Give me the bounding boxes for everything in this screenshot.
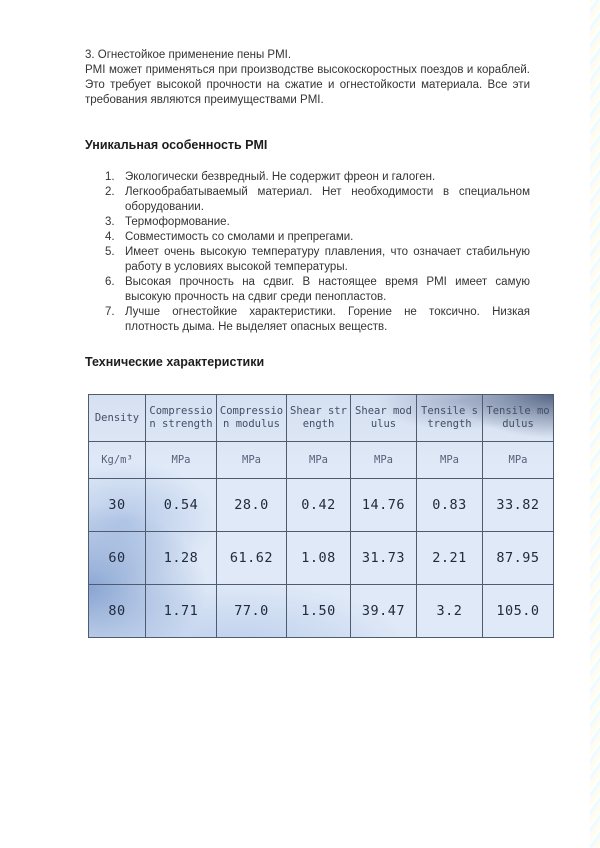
data-cell: 39.47 [351,585,417,638]
list-item-text: Совместимость со смолами и препрегами. [125,231,354,243]
specs-heading: Технические характеристики [85,355,265,369]
data-cell: 33.82 [483,479,554,532]
list-item-number: 4. [105,231,115,243]
list-item-text: Легкообрабатываемый материал. Нет необходимости в специальном оборудовании. [125,186,530,213]
data-cell: 0.42 [287,479,351,532]
specs-table [88,394,554,638]
list-item [85,215,530,230]
intro-title-line: 3. Огнестойкое применение пены PMI. [85,49,292,61]
list-item-number: 6. [105,276,115,288]
data-cell: 1.71 [146,585,217,638]
features-list [85,170,530,335]
unit-cell: MPa [146,442,217,479]
data-cell: 31.73 [351,532,417,585]
data-cell: 77.0 [217,585,287,638]
data-cell: 30 [89,479,146,532]
list-item-text: Имеет очень высокую температуру плавления, что означает стабильную работу в условиях высокой температуры. [125,246,530,273]
data-cell: 28.0 [217,479,287,532]
list-item-text: Экологически безвредный. Не содержит фреон и галоген. [125,171,436,183]
column-header: Shear modulus [351,395,417,442]
table-row [89,585,554,638]
column-header: Tensile modulus [483,395,554,442]
list-item [85,185,530,215]
features-heading: Уникальная особенность PMI [85,138,268,152]
table-row [89,532,554,585]
unit-cell: MPa [217,442,287,479]
table-unit-row [89,442,554,479]
unit-cell: Kg/m³ [89,442,146,479]
list-item-text: Термоформование. [125,216,230,228]
list-item [85,275,530,305]
data-cell: 87.95 [483,532,554,585]
column-header: Density [89,395,146,442]
column-header: Compression strength [146,395,217,442]
unit-cell: MPa [287,442,351,479]
data-cell: 60 [89,532,146,585]
list-item-number: 5. [105,246,115,258]
data-cell: 0.83 [417,479,483,532]
list-item [85,170,530,185]
page-edge-gradient [590,0,600,848]
column-header: Compression modulus [217,395,287,442]
list-item-number: 7. [105,306,115,318]
list-item [85,245,530,275]
intro-paragraph: PMI может применяться при производстве высокоскоростных поездов и кораблей. Это требует высокой прочности на сжатие и огнестойкости материала. Все эти требования являются преимуществами PMI. [85,64,530,106]
list-item-text: Высокая прочность на сдвиг. В настоящее время PMI имеет самую высокую прочность на сдвиг среди пенопластов. [125,276,530,303]
data-cell: 1.28 [146,532,217,585]
list-item [85,230,530,245]
list-item-number: 3. [105,216,115,228]
unit-cell: MPa [483,442,554,479]
data-cell: 105.0 [483,585,554,638]
list-item-text: Лучше огнестойкие характеристики. Горение не токсично. Низкая плотность дыма. Не выделяет опасных веществ. [125,306,530,333]
data-cell: 2.21 [417,532,483,585]
specs-table-background [88,394,553,638]
table-row [89,479,554,532]
data-cell: 3.2 [417,585,483,638]
data-cell: 0.54 [146,479,217,532]
column-header: Tensile strength [417,395,483,442]
data-cell: 14.76 [351,479,417,532]
document-content [85,48,550,638]
list-item-number: 2. [105,186,115,198]
data-cell: 1.08 [287,532,351,585]
table-header-row [89,395,554,442]
unit-cell: MPa [417,442,483,479]
list-item [85,305,530,335]
list-item-number: 1. [105,171,115,183]
unit-cell: MPa [351,442,417,479]
data-cell: 61.62 [217,532,287,585]
column-header: Shear strength [287,395,351,442]
data-cell: 80 [89,585,146,638]
data-cell: 1.50 [287,585,351,638]
